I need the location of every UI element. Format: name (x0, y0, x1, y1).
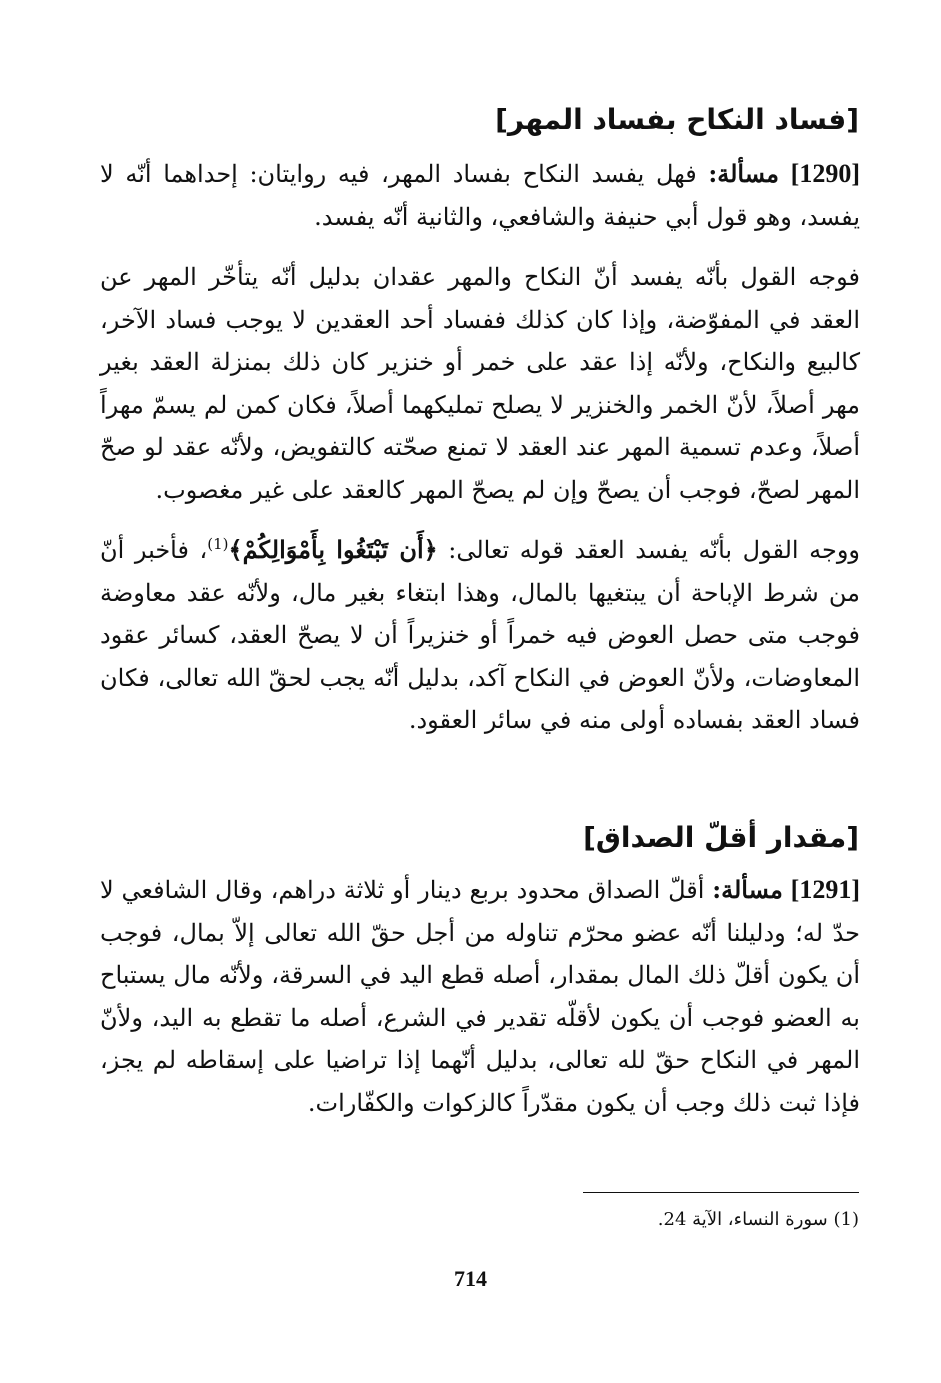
footnote-divider (583, 1192, 859, 1193)
footnote: (1) سورة النساء، الآية 24. (657, 1209, 859, 1230)
paragraph-continuation: ، فأخبر أنّ من شرط الإباحة أن يبتغيها بالمال، وهذا ابتغاء بغير مال، ولأنّه عقد معاوضة فوجب متى حصل العوض فيه خمراً أو خنزيراً أن لا يصحّ العقد، كسائر عقود المعاوضات، ولأنّ العوض في النكاح آكد، بدليل أنّه يجب لحقّ الله تعالى، فكان فساد العقد بفساده أولى منه في سائر العقود. (100, 536, 860, 734)
section-body-1 (100, 153, 860, 742)
page-number: 714 (454, 1266, 487, 1291)
issue-number: [1291] (790, 875, 860, 904)
paragraph-second-view (100, 529, 860, 742)
issue-paragraph-1291 (100, 869, 860, 1124)
issue-paragraph-1290 (100, 153, 860, 238)
footnote-reference: (1) (207, 535, 229, 553)
issue-text: أقلّ الصداق محدود بربع دينار أو ثلاثة دراهم، وقال الشافعي لا حدّ له؛ ودليلنا أنّه عضو محرّم تناوله من أجل حقّ الله تعالى إلاّ بمال، فوجب أن يكون أقلّ ذلك المال بمقدار، أصله قطع اليد في السرقة، ولأنّه مال يستباح به العضو فوجب أن يكون لأقلّه تقدير في الشرع، أصله ما تقطع به اليد، ولأنّ المهر في النكاح حقّ لله تعالى، بدليل أنّهما إذا تراضيا على إسقاطه لم يجز، فإذا ثبت ذلك وجب أن يكون مقدّراً كالزكوات والكفّارات. (100, 876, 861, 1117)
section-heading-invalid-marriage: [فساد النكاح بفساد المهر] (495, 103, 859, 136)
section-body-2 (100, 869, 860, 1124)
section-heading-minimum-dowry: [مقدار أقلّ الصداق] (583, 821, 859, 854)
paragraph-intro: ووجه القول بأنّه يفسد العقد قوله تعالى: (437, 536, 861, 564)
issue-number: [1290] (790, 159, 860, 188)
issue-label: مسألة: (712, 875, 783, 904)
paragraph-first-view: فوجه القول بأنّه يفسد أنّ النكاح والمهر عقدان بدليل أنّه يتأخّر المهر عن العقد في المفوّضة، وإذا كان كذلك ففساد أحد العقدين لا يوجب فساد الآخر، كالبيع والنكاح، ولأنّه إذا عقد على خمر أو خنزير كان ذلك بمنزلة العقد بغير مهر أصلاً، لأنّ الخمر والخنزير لا يصلح تمليكهما أصلاً، فكان كمن لم يسمّ مهراً أصلاً، وعدم تسمية المهر عند العقد لا تمنع صحّته كالتفويض، ولأنّه عقد لو صحّ المهر لصحّ، فوجب أن يصحّ وإن لم يصحّ المهر كالعقد على غير مغصوب. (100, 263, 860, 504)
issue-text: فهل يفسد النكاح بفساد المهر، فيه روايتان: إحداهما أنّه لا يفسد، وهو قول أبي حنيفة والشافعي، والثانية أنّه يفسد. (100, 160, 860, 231)
quran-verse: ﴿أَن تَبْتَغُوا بِأَمْوَالِكُمْ﴾ (228, 535, 438, 564)
issue-label: مسألة: (708, 159, 779, 188)
